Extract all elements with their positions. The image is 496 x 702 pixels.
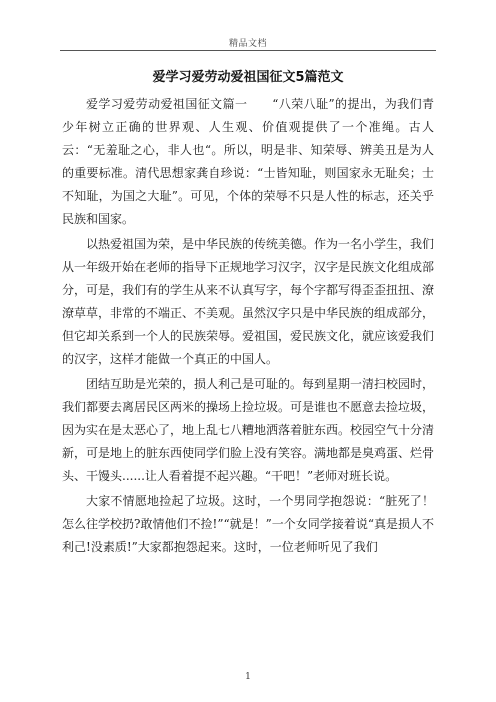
header-label: 精品文档 <box>228 39 267 49</box>
document-title: 爱学习爱劳动爱祖国征文5篇范文 <box>152 70 344 85</box>
header-divider <box>60 50 436 51</box>
paragraph: 大家不情愿地捡起了垃圾。这时，一个男同学抱怨说：“脏死了！怎么往学校扔?敢情他们不捡!”“就是！”一个女同学接着说“真是损人不利己!没素质!”大家都抱怨起来。这时，一位老师听见了我们 <box>62 494 434 554</box>
page-number: 1 <box>245 672 251 682</box>
document-body <box>62 93 434 559</box>
paragraph: 以热爱祖国为荣，是中华民族的传统美德。作为一名小学生，我们从一年级开始在老师的指导下正规地学习汉字，汉字是民族文化组成部分，可是，我们有的学生从来不认真写字，每个字都写得歪歪扭扭、潦潦草草，非常的不端正、不美观。虽然汉字只是中华民族的组成部分，但它却关系到一个人的民族荣辱。爱祖国，爱民族文化，就应该爱我们的汉字，这样才能做一个真正的中国人。 <box>62 237 435 366</box>
paragraph: 团结互助是光荣的，损人利己是可耻的。每到星期一清扫校园时，我们都要去离居民区两米的操场上捡垃圾。可是谁也不愿意去捡垃圾，因为实在是太恶心了，地上乱七八糟地洒落着脏东西。校园空气十分清新，可是地上的脏东西使同学们脸上没有笑容。满地都是臭鸡蛋、烂骨头、干馒头......让人看着提不起兴趣。“干吧！”老师对班长说。 <box>62 377 435 483</box>
paragraph: 爱学习爱劳动爱祖国征文篇一 “八荣八耻”的提出，为我们青少年树立正确的世界观、人生观、价值观提供了一个准绳。古人云：“无羞耻之心，非人也“。所以，明是非、知荣辱、辨美丑是为人的重要标准。清代思想家龚自珍说：“士皆知耻，则国家永无耻矣；士不知耻，为国之大耻”。可见，个体的荣辱不只是人性的标志，还关乎民族和国家。 <box>62 97 434 226</box>
